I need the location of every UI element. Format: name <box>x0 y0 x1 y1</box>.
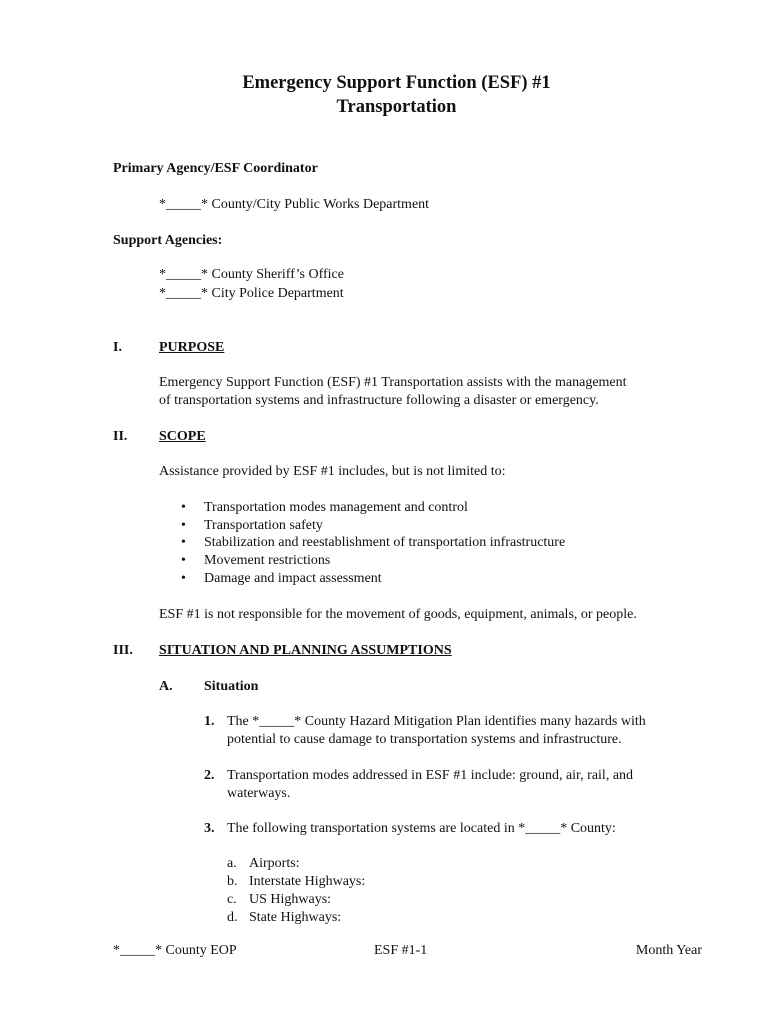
primary-agency-heading: Primary Agency/ESF Coordinator <box>113 161 318 176</box>
situation-item-line: potential to cause damage to transportation systems and infrastructure. <box>227 732 622 747</box>
section-heading-scope: SCOPE <box>159 429 206 444</box>
bullet-icon: • <box>181 535 186 550</box>
document-title-line2: Transportation <box>336 97 457 117</box>
system-item: Airports: <box>249 856 300 871</box>
scope-bullet-item: Damage and impact assessment <box>204 571 382 586</box>
scope-bullet-item: Movement restrictions <box>204 553 331 568</box>
footer-page-number: ESF #1-1 <box>374 943 428 958</box>
system-letter: a. <box>227 856 237 871</box>
footer-right: Month Year <box>635 943 702 958</box>
scope-bullet-item: Transportation modes management and control <box>204 500 468 515</box>
support-agency-item: *_____* City Police Department <box>159 286 344 301</box>
section-number: II. <box>113 429 128 444</box>
situation-item-line: Transportation modes addressed in ESF #1 include: ground, air, rail, and <box>227 768 634 783</box>
situation-item-line: waterways. <box>227 786 291 801</box>
system-item: US Highways: <box>249 892 332 907</box>
bullet-icon: • <box>181 500 186 515</box>
subsection-heading-situation: Situation <box>204 679 259 694</box>
support-agency-item: *_____* County Sheriff’s Office <box>159 267 344 282</box>
item-number: 1. <box>204 714 215 729</box>
primary-agency-name: *_____* County/City Public Works Department <box>159 197 430 212</box>
bullet-icon: • <box>181 571 186 586</box>
situation-item-line: The *_____* County Hazard Mitigation Plan identifies many hazards with <box>227 714 646 729</box>
system-letter: d. <box>227 910 238 925</box>
system-item: State Highways: <box>249 910 342 925</box>
section-heading-situation: SITUATION AND PLANNING ASSUMPTIONS <box>159 643 452 658</box>
situation-item-line: The following transportation systems are located in *_____* County: <box>227 821 616 836</box>
scope-bullet-item: Transportation safety <box>204 518 323 533</box>
system-letter: c. <box>227 892 237 907</box>
bullet-icon: • <box>181 518 186 533</box>
purpose-text-line: of transportation systems and infrastructure following a disaster or emergency. <box>159 393 599 408</box>
system-letter: b. <box>227 874 238 889</box>
purpose-text-line: Emergency Support Function (ESF) #1 Transportation assists with the management <box>159 375 627 390</box>
subsection-letter: A. <box>159 679 173 694</box>
footer-left: *_____* County EOP <box>113 943 237 958</box>
scope-bullet-item: Stabilization and reestablishment of transportation infrastructure <box>204 535 566 550</box>
item-number: 2. <box>204 768 215 783</box>
section-number: I. <box>113 340 122 355</box>
document-title-line1: Emergency Support Function (ESF) #1 <box>242 73 551 93</box>
section-number: III. <box>113 643 133 658</box>
scope-intro: Assistance provided by ESF #1 includes, but is not limited to: <box>159 464 506 479</box>
scope-note: ESF #1 is not responsible for the movement of goods, equipment, animals, or people. <box>159 607 637 622</box>
support-agencies-heading: Support Agencies: <box>113 233 223 248</box>
system-item: Interstate Highways: <box>249 874 366 889</box>
bullet-icon: • <box>181 553 186 568</box>
item-number: 3. <box>204 821 215 836</box>
section-heading-purpose: PURPOSE <box>159 340 225 355</box>
